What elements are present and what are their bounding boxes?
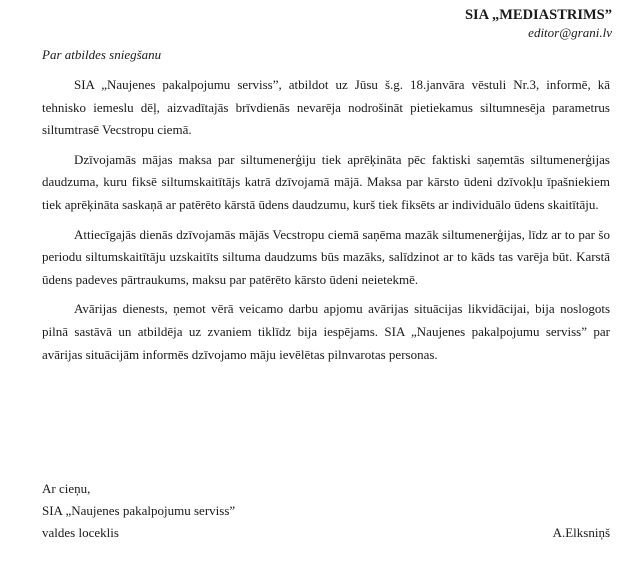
signature-row xyxy=(42,522,610,544)
body-paragraph: SIA „Naujenes pakalpojumu serviss”, atbildot uz Jūsu š.g. 18.janvāra vēstuli Nr.3, informē, kā tehnisko iemeslu dēļ, aizvadītajās brīvdienās nevarēja nodrošināt pietiekamus siltumnesēja parametrus siltumtrasē Vecstropu ciemā. xyxy=(42,77,610,138)
closing-block xyxy=(42,478,610,544)
signer-name: A.Elksniņš xyxy=(552,525,610,540)
recipient-name: SIA „MEDIASTRIMS” xyxy=(464,7,612,23)
closing-company: SIA „Naujenes pakalpojumu serviss” xyxy=(42,503,236,518)
recipient-email: editor@grani.lv xyxy=(528,25,612,40)
letter-body xyxy=(42,74,610,373)
body-paragraph: Dzīvojamās mājas maksa par siltumenerģiju tiek aprēķināta pēc faktiski saņemtās siltumenerģijas daudzuma, kuru fiksē siltumskaitītājs katrā dzīvojamā mājā. Maksa par kārsto ūdeni dzīvokļu īpašniekiem tiek aprēķināta saskaņā ar patērēto kārstā ūdens daudzumu, kurš tiek fiksēts ar individuālo ūdens skaitītāju. xyxy=(42,151,610,212)
body-paragraph: Avārijas dienests, ņemot vērā veicamo darbu apjomu avārijas situācijas likvidācijai, bija noslogots pilnā sastāvā un atbildēja uz zvaniem tiklīdz bija iespējams. SIA „Naujenes pakalpojumu serviss” par avārijas situācijām informēs dzīvojamo māju ievēlētas pilnvarotas personas. xyxy=(42,301,610,362)
closing-greeting: Ar cieņu, xyxy=(42,481,91,496)
letter-subject: Par atbildes sniegšanu xyxy=(42,47,162,62)
recipient-block xyxy=(465,6,612,42)
body-paragraph: Attiecīgajās dienās dzīvojamās mājās Vecstropu ciemā saņēma mazāk siltumenerģijas, līdz ar to par šo periodu siltumskaitītāju uzskaitīts siltuma daudzums būs mazāks, salīdzinot ar to kāds tas varēja būt. Karstā ūdens padeves pārtraukums, maksu par patērēto kārsto ūdeni neietekmē. xyxy=(42,226,610,287)
signer-position: valdes loceklis xyxy=(42,525,119,540)
